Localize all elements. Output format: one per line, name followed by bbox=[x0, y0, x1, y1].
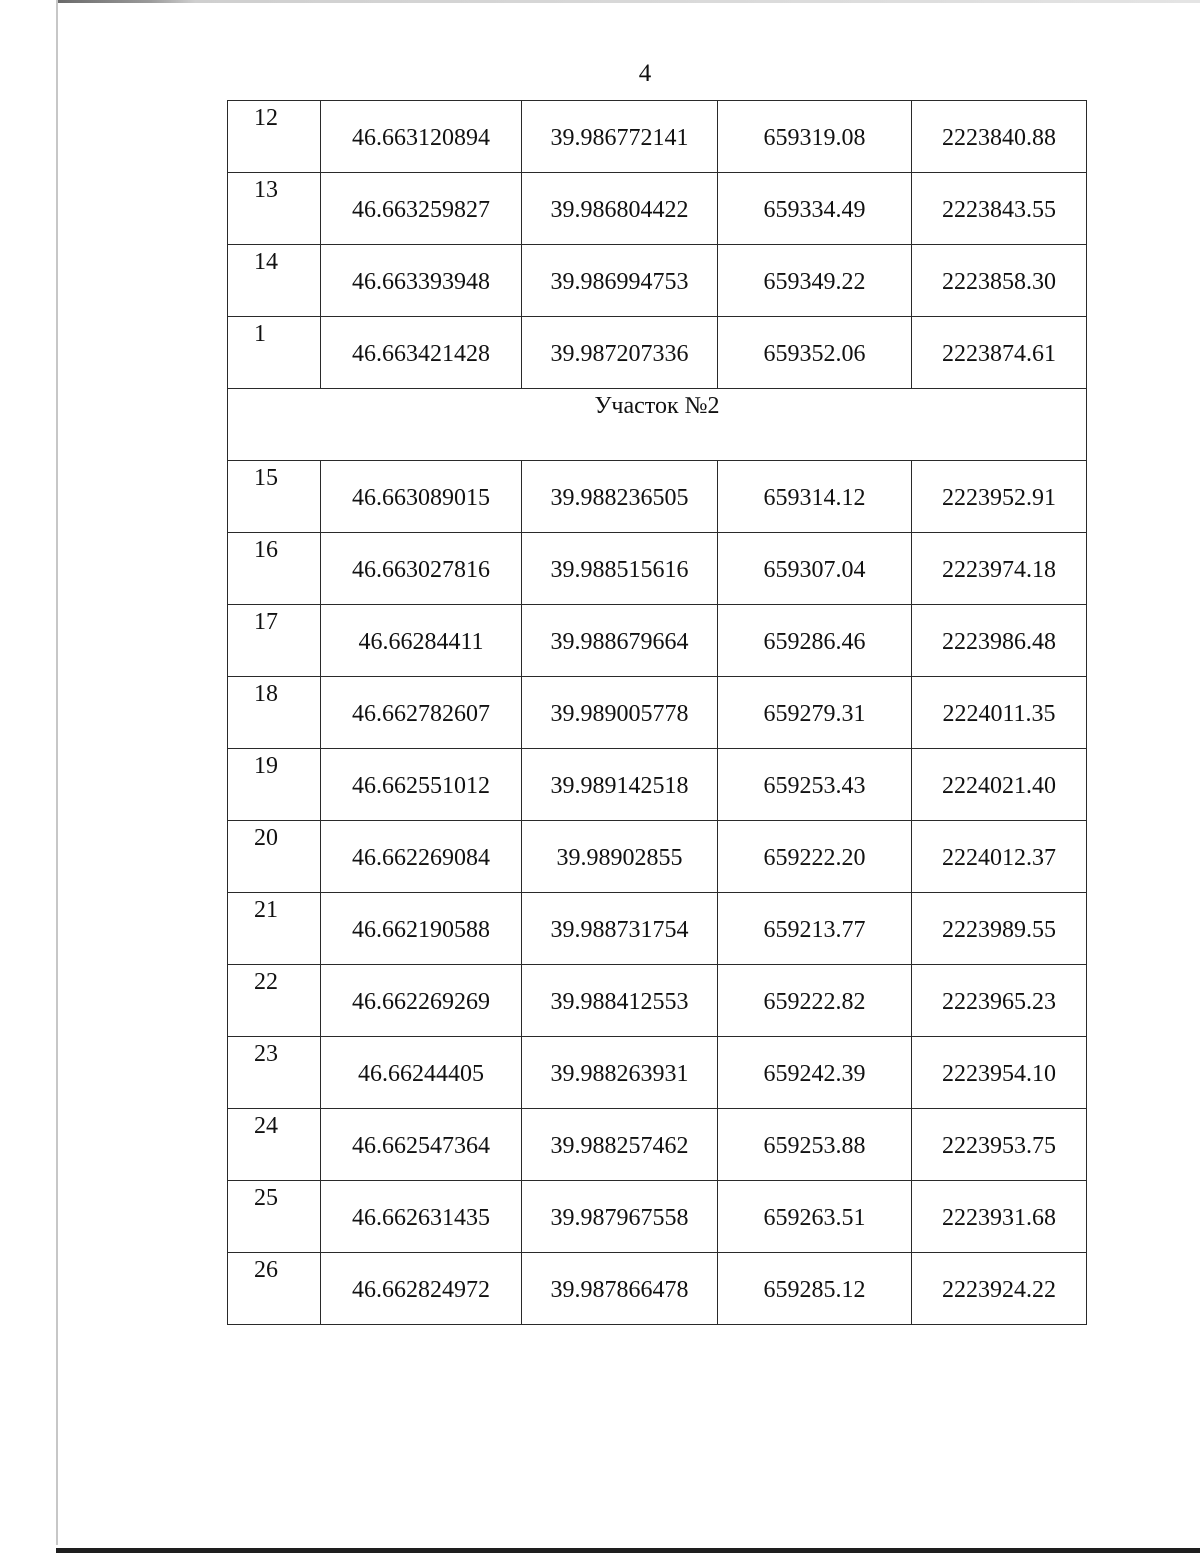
cell-latitude: 46.662269269 bbox=[321, 965, 522, 1037]
cell-coord-x: 659307.04 bbox=[718, 533, 912, 605]
cell-coord-y: 2223953.75 bbox=[912, 1109, 1087, 1181]
cell-latitude: 46.662782607 bbox=[321, 677, 522, 749]
cell-latitude: 46.66284411 bbox=[321, 605, 522, 677]
table-row bbox=[228, 461, 1087, 533]
table-row bbox=[228, 605, 1087, 677]
table-row bbox=[228, 1109, 1087, 1181]
table-row bbox=[228, 173, 1087, 245]
cell-longitude: 39.988412553 bbox=[522, 965, 718, 1037]
cell-point-number: 24 bbox=[228, 1109, 321, 1181]
cell-point-number: 13 bbox=[228, 173, 321, 245]
cell-coord-x: 659334.49 bbox=[718, 173, 912, 245]
cell-longitude: 39.986994753 bbox=[522, 245, 718, 317]
cell-coord-x: 659349.22 bbox=[718, 245, 912, 317]
cell-point-number: 12 bbox=[228, 101, 321, 173]
cell-coord-x: 659253.88 bbox=[718, 1109, 912, 1181]
cell-point-number: 25 bbox=[228, 1181, 321, 1253]
cell-latitude: 46.663393948 bbox=[321, 245, 522, 317]
cell-longitude: 39.988236505 bbox=[522, 461, 718, 533]
cell-latitude: 46.663120894 bbox=[321, 101, 522, 173]
table-row bbox=[228, 821, 1087, 893]
cell-latitude: 46.662269084 bbox=[321, 821, 522, 893]
table-row bbox=[228, 245, 1087, 317]
cell-coord-x: 659285.12 bbox=[718, 1253, 912, 1325]
cell-longitude: 39.986804422 bbox=[522, 173, 718, 245]
cell-coord-y: 2224021.40 bbox=[912, 749, 1087, 821]
page-number: 4 bbox=[638, 60, 652, 87]
cell-coord-y: 2223965.23 bbox=[912, 965, 1087, 1037]
coordinates-table bbox=[227, 100, 1087, 1325]
cell-longitude: 39.989005778 bbox=[522, 677, 718, 749]
cell-latitude: 46.663089015 bbox=[321, 461, 522, 533]
cell-coord-y: 2223924.22 bbox=[912, 1253, 1087, 1325]
cell-latitude: 46.662551012 bbox=[321, 749, 522, 821]
coordinates-table-body bbox=[228, 101, 1087, 1325]
cell-longitude: 39.988731754 bbox=[522, 893, 718, 965]
cell-coord-x: 659319.08 bbox=[718, 101, 912, 173]
cell-latitude: 46.66244405 bbox=[321, 1037, 522, 1109]
cell-point-number: 18 bbox=[228, 677, 321, 749]
table-row bbox=[228, 1253, 1087, 1325]
cell-point-number: 17 bbox=[228, 605, 321, 677]
cell-coord-x: 659213.77 bbox=[718, 893, 912, 965]
cell-point-number: 21 bbox=[228, 893, 321, 965]
table-row bbox=[228, 101, 1087, 173]
cell-coord-x: 659242.39 bbox=[718, 1037, 912, 1109]
cell-longitude: 39.988515616 bbox=[522, 533, 718, 605]
cell-point-number: 20 bbox=[228, 821, 321, 893]
table-row bbox=[228, 965, 1087, 1037]
cell-point-number: 1 bbox=[228, 317, 321, 389]
table-row bbox=[228, 1037, 1087, 1109]
cell-latitude: 46.662190588 bbox=[321, 893, 522, 965]
cell-coord-y: 2224012.37 bbox=[912, 821, 1087, 893]
cell-longitude: 39.987207336 bbox=[522, 317, 718, 389]
table-row bbox=[228, 317, 1087, 389]
cell-coord-x: 659314.12 bbox=[718, 461, 912, 533]
cell-coord-x: 659286.46 bbox=[718, 605, 912, 677]
cell-coord-x: 659352.06 bbox=[718, 317, 912, 389]
cell-latitude: 46.662824972 bbox=[321, 1253, 522, 1325]
cell-longitude: 39.98902855 bbox=[522, 821, 718, 893]
cell-point-number: 14 bbox=[228, 245, 321, 317]
cell-point-number: 23 bbox=[228, 1037, 321, 1109]
cell-latitude: 46.663259827 bbox=[321, 173, 522, 245]
cell-longitude: 39.987866478 bbox=[522, 1253, 718, 1325]
scan-edge-top bbox=[58, 0, 1200, 3]
cell-coord-x: 659253.43 bbox=[718, 749, 912, 821]
cell-point-number: 26 bbox=[228, 1253, 321, 1325]
cell-coord-x: 659263.51 bbox=[718, 1181, 912, 1253]
cell-coord-x: 659222.20 bbox=[718, 821, 912, 893]
cell-coord-y: 2223874.61 bbox=[912, 317, 1087, 389]
cell-coord-y: 2224011.35 bbox=[912, 677, 1087, 749]
cell-longitude: 39.988257462 bbox=[522, 1109, 718, 1181]
section-label: Участок №2 bbox=[228, 389, 1087, 461]
cell-point-number: 19 bbox=[228, 749, 321, 821]
cell-coord-x: 659222.82 bbox=[718, 965, 912, 1037]
cell-coord-y: 2223843.55 bbox=[912, 173, 1087, 245]
scan-edge-bottom bbox=[56, 1548, 1200, 1553]
cell-longitude: 39.986772141 bbox=[522, 101, 718, 173]
scan-edge-left bbox=[56, 0, 58, 1545]
cell-point-number: 16 bbox=[228, 533, 321, 605]
cell-longitude: 39.988679664 bbox=[522, 605, 718, 677]
cell-longitude: 39.988263931 bbox=[522, 1037, 718, 1109]
cell-coord-y: 2223989.55 bbox=[912, 893, 1087, 965]
cell-coord-y: 2223954.10 bbox=[912, 1037, 1087, 1109]
cell-point-number: 22 bbox=[228, 965, 321, 1037]
table-row bbox=[228, 749, 1087, 821]
cell-coord-y: 2223931.68 bbox=[912, 1181, 1087, 1253]
cell-coord-y: 2223986.48 bbox=[912, 605, 1087, 677]
cell-latitude: 46.663421428 bbox=[321, 317, 522, 389]
cell-latitude: 46.663027816 bbox=[321, 533, 522, 605]
cell-coord-y: 2223952.91 bbox=[912, 461, 1087, 533]
cell-longitude: 39.987967558 bbox=[522, 1181, 718, 1253]
section-row bbox=[228, 389, 1087, 461]
cell-coord-y: 2223858.30 bbox=[912, 245, 1087, 317]
cell-latitude: 46.662547364 bbox=[321, 1109, 522, 1181]
cell-coord-y: 2223974.18 bbox=[912, 533, 1087, 605]
table-row bbox=[228, 893, 1087, 965]
cell-longitude: 39.989142518 bbox=[522, 749, 718, 821]
cell-coord-y: 2223840.88 bbox=[912, 101, 1087, 173]
table-row bbox=[228, 677, 1087, 749]
cell-latitude: 46.662631435 bbox=[321, 1181, 522, 1253]
table-row bbox=[228, 1181, 1087, 1253]
cell-coord-x: 659279.31 bbox=[718, 677, 912, 749]
cell-point-number: 15 bbox=[228, 461, 321, 533]
table-row bbox=[228, 533, 1087, 605]
